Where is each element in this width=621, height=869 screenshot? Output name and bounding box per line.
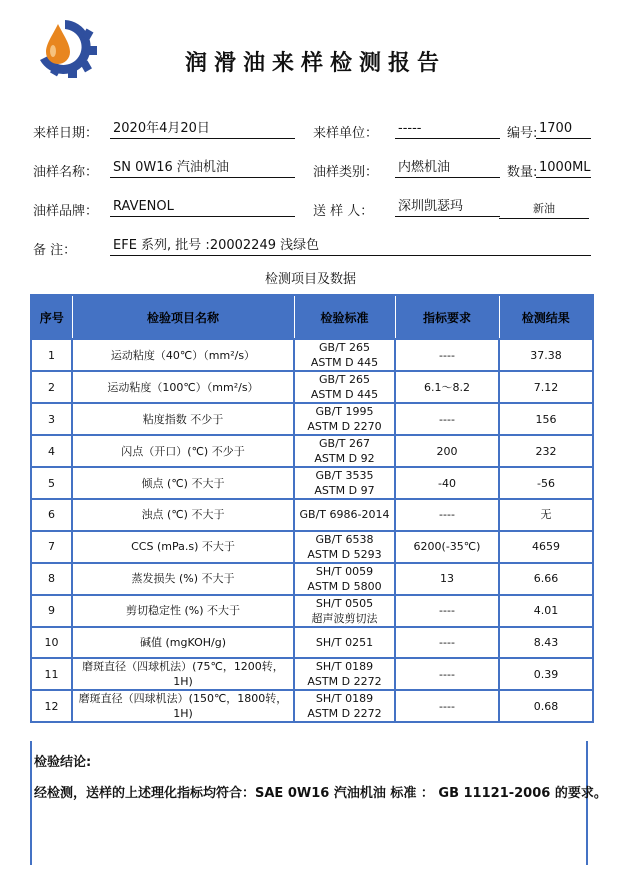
row-item: CCS (mPa.s) 不大于 (72, 531, 294, 563)
standard-line-2: ASTM D 97 (314, 484, 375, 497)
row-no: 2 (31, 371, 72, 403)
brand-label: 油样品牌： (33, 204, 99, 219)
row-requirement: ---- (395, 658, 499, 690)
table-row (31, 339, 593, 371)
row-result: 7.12 (499, 371, 593, 403)
brand-value: RAVENOL (110, 198, 295, 217)
row-no: 1 (31, 339, 72, 371)
sample-unit-label: 来样单位： (313, 126, 379, 141)
remarks-value: EFE 系列, 批号 :20002249 浅绿色 (110, 237, 591, 256)
row-standard (294, 339, 395, 371)
row-no: 9 (31, 595, 72, 627)
quantity-label: 数量: (507, 165, 538, 180)
row-standard (294, 595, 395, 627)
section-title: 检测项目及数据 (264, 272, 356, 287)
row-requirement: 6200(-35℃) (395, 531, 499, 563)
standard-line-1: GB/T 265 (319, 373, 370, 386)
conclusion-title: 检验结论: (34, 755, 92, 770)
sender-value: 深圳凯瑟玛 (395, 198, 500, 217)
conclusion-box (30, 741, 607, 865)
header-result: 检测结果 (499, 295, 593, 339)
oil-category-label: 油样类别： (313, 165, 379, 180)
row-result: 8.43 (499, 627, 593, 659)
row-standard (294, 403, 395, 435)
row-requirement: 6.1～8.2 (395, 371, 499, 403)
standard-line-2: ASTM D 2272 (307, 675, 382, 689)
oil-name-value: SN 0W16 汽油机油 (110, 159, 295, 178)
row-no: 3 (31, 403, 72, 435)
row-no: 5 (31, 467, 72, 499)
row-item: 蒸发损失 (%) 不大于 (72, 563, 294, 595)
oil-name-label: 油样名称： (33, 165, 99, 180)
row-result: 无 (499, 499, 593, 531)
row-requirement: ---- (395, 690, 499, 722)
results-table (30, 294, 594, 723)
oil-category-value: 内燃机油 (395, 159, 500, 178)
standard-line-1: SH/T 0059 (315, 564, 374, 578)
row-requirement: ---- (395, 595, 499, 627)
number-label: 编号: (507, 126, 538, 141)
header-no: 序号 (31, 295, 72, 339)
header-standard: 检验标准 (294, 295, 395, 339)
table-row (31, 467, 593, 499)
standard-line-1: GB/T 265 (319, 341, 370, 354)
table-header-row (31, 295, 593, 339)
row-result: 0.39 (499, 658, 593, 690)
row-requirement: 13 (395, 563, 499, 595)
row-item: 闪点（开口）(℃) 不少于 (72, 435, 294, 467)
table-row (31, 658, 593, 690)
sample-state-value: 新油 (499, 200, 589, 219)
sample-date-value: 2020年4月20日 (110, 120, 295, 139)
row-item: 运动粘度（40℃）（mm²/s） (72, 339, 294, 371)
row-no: 11 (31, 658, 72, 690)
standard-line-2: ASTM D 2272 (307, 707, 382, 721)
table-row (31, 690, 593, 722)
row-standard: GB/T 6986-2014 (294, 499, 395, 531)
row-item: 磨斑直径（四球机法）(150℃，1800转，1H) (72, 690, 294, 722)
row-item: 浊点 (℃) 不大于 (72, 499, 294, 531)
number-value: 1700 (536, 120, 591, 139)
table-row (31, 403, 593, 435)
row-standard (294, 690, 395, 722)
row-standard (294, 531, 395, 563)
standard-line-2: ASTM D 2270 (307, 420, 382, 433)
standard-line-2: ASTM D 445 (310, 388, 379, 401)
sender-label: 送 样 人： (313, 204, 374, 219)
row-requirement: 200 (395, 435, 499, 467)
row-result: 0.68 (499, 690, 593, 722)
table-row (31, 563, 593, 595)
row-no: 7 (31, 531, 72, 563)
standard-line-1: GB/T 3535 (315, 469, 374, 482)
standard-line-1: SH/T 0189 (315, 660, 374, 674)
row-requirement: ---- (395, 627, 499, 659)
row-requirement: -40 (395, 467, 499, 499)
table-row (31, 627, 593, 659)
row-result: 4.01 (499, 595, 593, 627)
row-no: 10 (31, 627, 72, 659)
row-requirement: ---- (395, 403, 499, 435)
standard-line-1: SH/T 0189 (315, 692, 374, 706)
row-result: 232 (499, 435, 593, 467)
row-item: 磨斑直径（四球机法）(75℃，1200转，1H) (72, 658, 294, 690)
standard-line-1: GB/T 267 (319, 437, 370, 450)
quantity-value: 1000ML (536, 159, 591, 178)
row-item: 粘度指数 不少于 (72, 403, 294, 435)
table-row (31, 595, 593, 627)
row-standard (294, 563, 395, 595)
row-standard (294, 371, 395, 403)
row-result: 4659 (499, 531, 593, 563)
standard-line-2: 超声波剪切法 (311, 611, 378, 625)
row-requirement: ---- (395, 339, 499, 371)
row-no: 6 (31, 499, 72, 531)
row-standard (294, 658, 395, 690)
row-item: 倾点 (℃) 不大于 (72, 467, 294, 499)
row-no: 4 (31, 435, 72, 467)
row-standard (294, 467, 395, 499)
row-result: -56 (499, 467, 593, 499)
standard-line-1: GB/T 1995 (315, 405, 374, 418)
standard-line-2: ASTM D 445 (310, 356, 379, 369)
standard-line-2: ASTM D 92 (314, 452, 375, 465)
report-title: 润滑油来样检测报告 (184, 50, 446, 76)
standard-line-1: GB/T 6538 (315, 532, 374, 546)
sample-unit-value: ----- (395, 120, 500, 139)
standard-line-1: SH/T 0505 (315, 596, 374, 610)
row-item: 剪切稳定性 (%) 不大于 (72, 595, 294, 627)
row-result: 156 (499, 403, 593, 435)
header-item: 检验项目名称 (72, 295, 294, 339)
row-requirement: ---- (395, 499, 499, 531)
row-item: 碱值 (mgKOH/g) (72, 627, 294, 659)
sample-date-label: 来样日期： (33, 126, 99, 141)
row-item: 运动粘度（100℃）（mm²/s） (72, 371, 294, 403)
table-row (31, 499, 593, 531)
remarks-label: 备 注： (33, 243, 77, 258)
table-row (31, 371, 593, 403)
row-standard (294, 435, 395, 467)
standard-line-2: ASTM D 5293 (307, 547, 382, 561)
row-standard: SH/T 0251 (294, 627, 395, 659)
table-row (31, 531, 593, 563)
row-no: 8 (31, 563, 72, 595)
header-requirement: 指标要求 (395, 295, 499, 339)
table-row (31, 435, 593, 467)
row-result: 6.66 (499, 563, 593, 595)
row-no: 12 (31, 690, 72, 722)
conclusion-text: 经检测，送样的上述理化指标均符合：SAE 0W16 汽油机油 标准 ： GB 11121-2006 的要求。 (34, 786, 607, 801)
standard-line-2: ASTM D 5800 (307, 579, 382, 593)
row-result: 37.38 (499, 339, 593, 371)
